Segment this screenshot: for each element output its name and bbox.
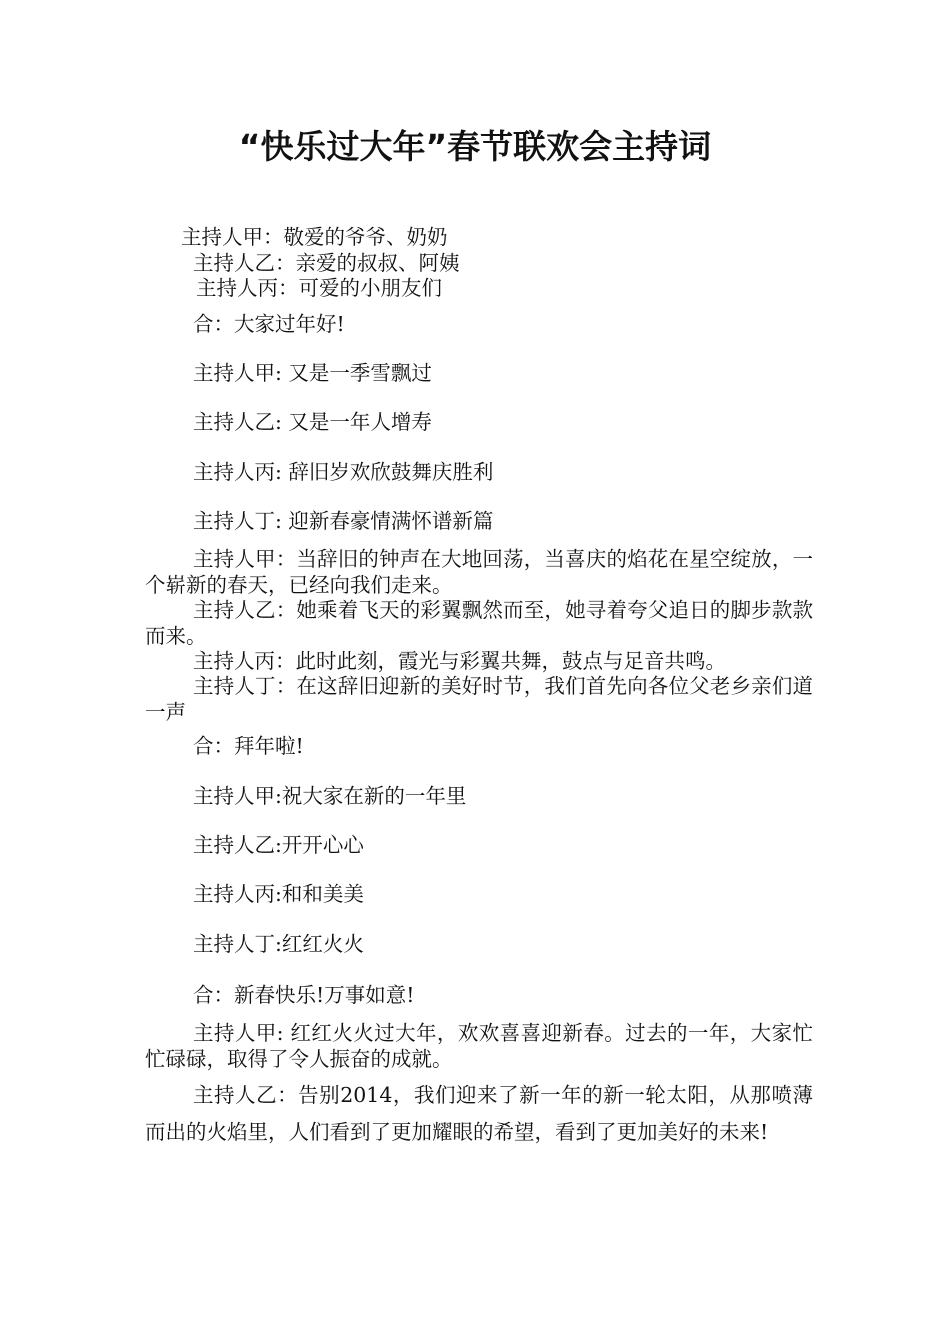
paragraph-jia-2: 主持人甲: 红红火火过大年，欢欢喜喜迎新春。过去的一年，大家忙忙碌碌，取得了令人振奋的成就。 (145, 1021, 813, 1071)
section1-line-2: 主持人乙: 又是一年人增寿 (193, 410, 432, 434)
paragraph-ding-1: 主持人丁：在这辞旧迎新的美好时节，我们首先向各位父老乡亲们道一声 (145, 674, 813, 724)
intro-line-jia: 主持人甲：敬爱的爷爷、奶奶 (181, 225, 448, 249)
paragraph-yi-1: 主持人乙：她乘着飞天的彩翼飘然而至，她寻着夸父追日的脚步款款而来。 (145, 598, 813, 648)
section2-line-4: 主持人丙:和和美美 (193, 882, 364, 906)
section1-line-1: 主持人甲: 又是一季雪飘过 (193, 361, 432, 385)
section1-line-3: 主持人丙: 辞旧岁欢欣鼓舞庆胜利 (193, 460, 494, 484)
intro-line-yi: 主持人乙：亲爱的叔叔、阿姨 (193, 251, 460, 275)
document-title: “快乐过大年”春节联欢会主持词 (238, 127, 712, 166)
paragraph-jia-1: 主持人甲：当辞旧的钟声在大地回荡，当喜庆的焰花在星空绽放，一个崭新的春天，已经向我们走来。 (145, 547, 813, 597)
intro-line-bing: 主持人丙：可爱的小朋友们 (196, 276, 442, 300)
section2-line-5: 主持人丁:红红火火 (193, 932, 364, 956)
paragraph-yi-2: 主持人乙：告别2014，我们迎来了新一年的新一轮太阳，从那喷薄而出的火焰里，人们看到了更加耀眼的希望，看到了更加美好的未来! (145, 1083, 813, 1144)
paragraph-bing-1: 主持人丙：此时此刻，霞光与彩翼共舞，鼓点与足音共鸣。 (193, 649, 726, 673)
section2-line-6: 合：新春快乐!万事如意! (193, 983, 415, 1007)
section2-line-1: 合：拜年啦! (193, 734, 304, 758)
section2-line-2: 主持人甲:祝大家在新的一年里 (193, 784, 467, 808)
intro-line-together: 合：大家过年好! (193, 312, 345, 336)
section1-line-4: 主持人丁: 迎新春豪情满怀谱新篇 (193, 509, 494, 533)
section2-line-3: 主持人乙:开开心心 (193, 833, 364, 857)
